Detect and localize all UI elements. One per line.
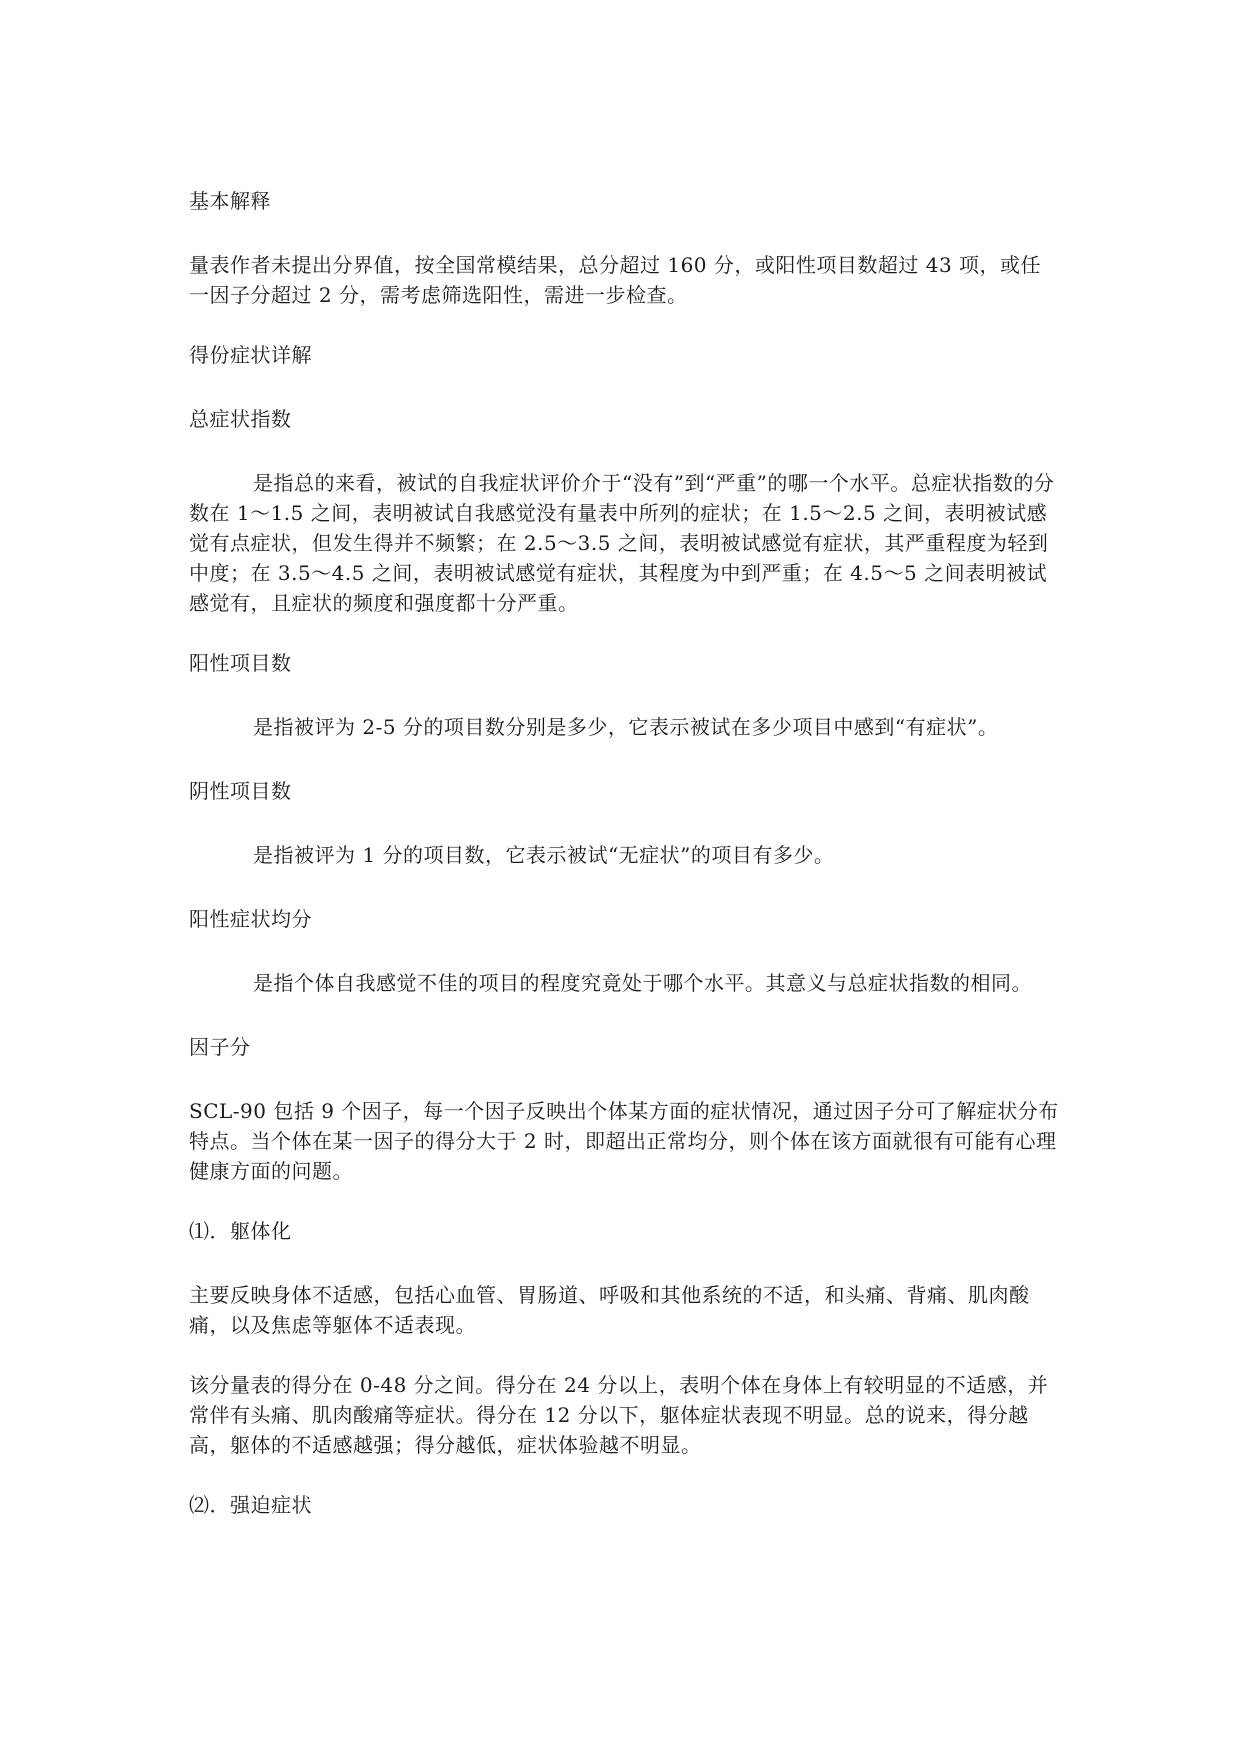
paragraph-total-symptom-index: 是指总的来看，被试的自我症状评价介于“没有”到“严重”的哪一个水平。总症状指数的分数在 1～1.5 之间，表明被试自我感觉没有量表中所列的症状；在 1.5～2.5 之间，表明被试感觉有点症状，但发生得并不频繁；在 2.5～3.5 之间，表明被试感觉有症状，其严重程度为轻到中度；在 3.5～4.5 之间，表明被试感觉有症状，其程度为中到严重；在 4.5～5 之间表明被试感觉有，且症状的频度和强度都十分严重。 xyxy=(189,471,1055,615)
heading-positive-symptom-mean: 阳性症状均分 xyxy=(189,907,312,931)
paragraph-positive-items: 是指被评为 2-5 分的项目数分别是多少，它表示被试在多少项目中感到“有症状”。 xyxy=(253,715,999,739)
heading-symptom-details: 得份症状详解 xyxy=(189,343,312,367)
heading-factor-scores: 因子分 xyxy=(189,1035,251,1059)
heading-positive-items: 阳性项目数 xyxy=(189,651,292,675)
paragraph-cutoff: 量表作者未提出分界值，按全国常模结果，总分超过 160 分，或阳性项目数超过 43 项，或任一因子分超过 2 分，需考虑筛选阳性，需进一步检查。 xyxy=(189,253,1042,307)
paragraph-negative-items: 是指被评为 1 分的项目数，它表示被试“无症状”的项目有多少。 xyxy=(253,843,835,867)
paragraph-somatization-description: 主要反映身体不适感，包括心血管、胃肠道、呼吸和其他系统的不适，和头痛、背痛、肌肉酸痛，以及焦虑等躯体不适表现。 xyxy=(189,1283,1030,1337)
paragraph-somatization-scoring: 该分量表的得分在 0-48 分之间。得分在 24 分以上，表明个体在身体上有较明显的不适感，并常伴有头痛、肌肉酸痛等症状。得分在 12 分以下，躯体症状表现不明显。总的说来，得分越高，躯体的不适感越强；得分越低，症状体验越不明显。 xyxy=(189,1373,1049,1457)
heading-basic-explanation: 基本解释 xyxy=(189,189,271,213)
heading-somatization: ⑴．躯体化 xyxy=(189,1219,292,1243)
document-body xyxy=(189,186,1061,1520)
heading-total-symptom-index: 总症状指数 xyxy=(189,407,292,431)
heading-obsessive-compulsive: ⑵．强迫症状 xyxy=(189,1493,312,1517)
paragraph-positive-symptom-mean: 是指个体自我感觉不佳的项目的程度究竟处于哪个水平。其意义与总症状指数的相同。 xyxy=(253,971,1032,995)
heading-negative-items: 阴性项目数 xyxy=(189,779,292,803)
paragraph-factor-scores: SCL-90 包括 9 个因子，每一个因子反映出个体某方面的症状情况，通过因子分可了解症状分布特点。当个体在某一因子的得分大于 2 时，即超出正常均分，则个体在该方面就很有可能有心理健康方面的问题。 xyxy=(189,1099,1059,1183)
